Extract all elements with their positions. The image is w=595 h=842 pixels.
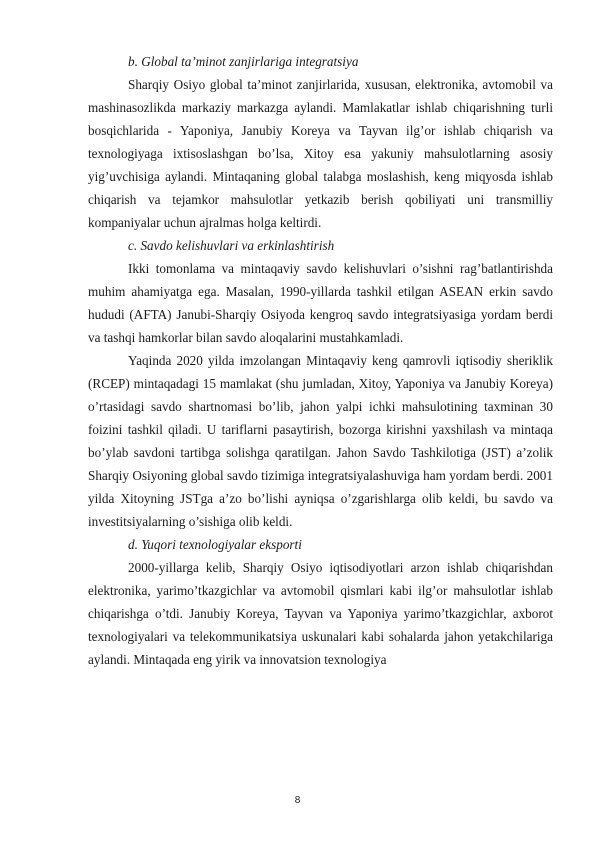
paragraph-rcep: Yaqinda 2020 yilda imzolangan Mintaqaviy keng qamrovli iqtisodiy sheriklik (RCEP) mintaqadagi 15 mamlakat (shu jumladan, Xitoy, Yaponiya va Janubiy Koreya) o’rtasidagi savdo shartnomasi bo’lib, jahon yalpi ichki mahsulotining taxminan 30 foizini tashkil qiladi. U tariflarni pasaytirish, bozorga kirishni yaxshilash va mintaqa bo’ylab savdoni tartibga solishga qaratilgan. Jahon Savdo Tashkilotiga (JST) a’zolik Sharqiy Osiyoning global savdo tizimiga integratsiyalashuviga ham yordam berdi. 2001 yilda Xitoyning JSTga a’zo bo’lishi ayniqsa o’zgarishlarga olib keldi, bu savdo va investitsiyalarning o’sishiga olib keldi. xyxy=(88,353,553,529)
paragraph-trade-agreements: Ikki tomonlama va mintaqaviy savdo kelishuvlari o’sishni rag’batlantirishda muhim ahamiyatga ega. Masalan, 1990-yillarda tashkil etilgan ASEAN erkin savdo hududi (AFTA) Janubi-Sharqiy Osiyoda kengroq savdo integratsiyasiga yordam berdi va tashqi hamkorlar bilan savdo aloqalarini mustahkamladi. xyxy=(88,261,553,345)
section-heading-global-supply-chains: b. Global ta’minot zanjirlariga integratsiya xyxy=(128,54,359,69)
page-number: 8 xyxy=(294,795,301,806)
document-body xyxy=(88,50,553,671)
section-heading-high-tech-exports: d. Yuqori texnologiyalar eksporti xyxy=(128,537,302,552)
section-heading-trade-agreements: c. Savdo kelishuvlari va erkinlashtirish xyxy=(128,238,335,253)
paragraph-high-tech-exports: 2000-yillarga kelib, Sharqiy Osiyo iqtisodiyotlari arzon ishlab chiqarishdan elektronika, yarimo’tkazgichlar va avtomobil qismlari kabi ilg’or mahsulotlar ishlab chiqarishga o’tdi. Janubiy Koreya, Tayvan va Yaponiya yarimo’tkazgichlar, axborot texnologiyalari va telekommunikatsiya uskunalari kabi sohalarda jahon yetakchilariga aylandi. Mintaqada eng yirik va innovatsion texnologiya xyxy=(88,560,553,667)
paragraph-supply-chains: Sharqiy Osiyo global ta’minot zanjirlarida, xususan, elektronika, avtomobil va mashinasozlikda markaziy markazga aylandi. Mamlakatlar ishlab chiqarishning turli bosqichlarida - Yaponiya, Janubiy Koreya va Tayvan ilg’or ishlab chiqarish va texnologiyaga ixtisoslashgan bo’lsa, Xitoy esa yakuniy mahsulotlarning asosiy yig’uvchisiga aylandi. Mintaqaning global talabga moslashish, keng miqyosda ishlab chiqarish va tejamkor mahsulotlar yetkazib berish qobiliyati uni transmilliy kompaniyalar uchun ajralmas holga keltirdi. xyxy=(88,77,553,230)
